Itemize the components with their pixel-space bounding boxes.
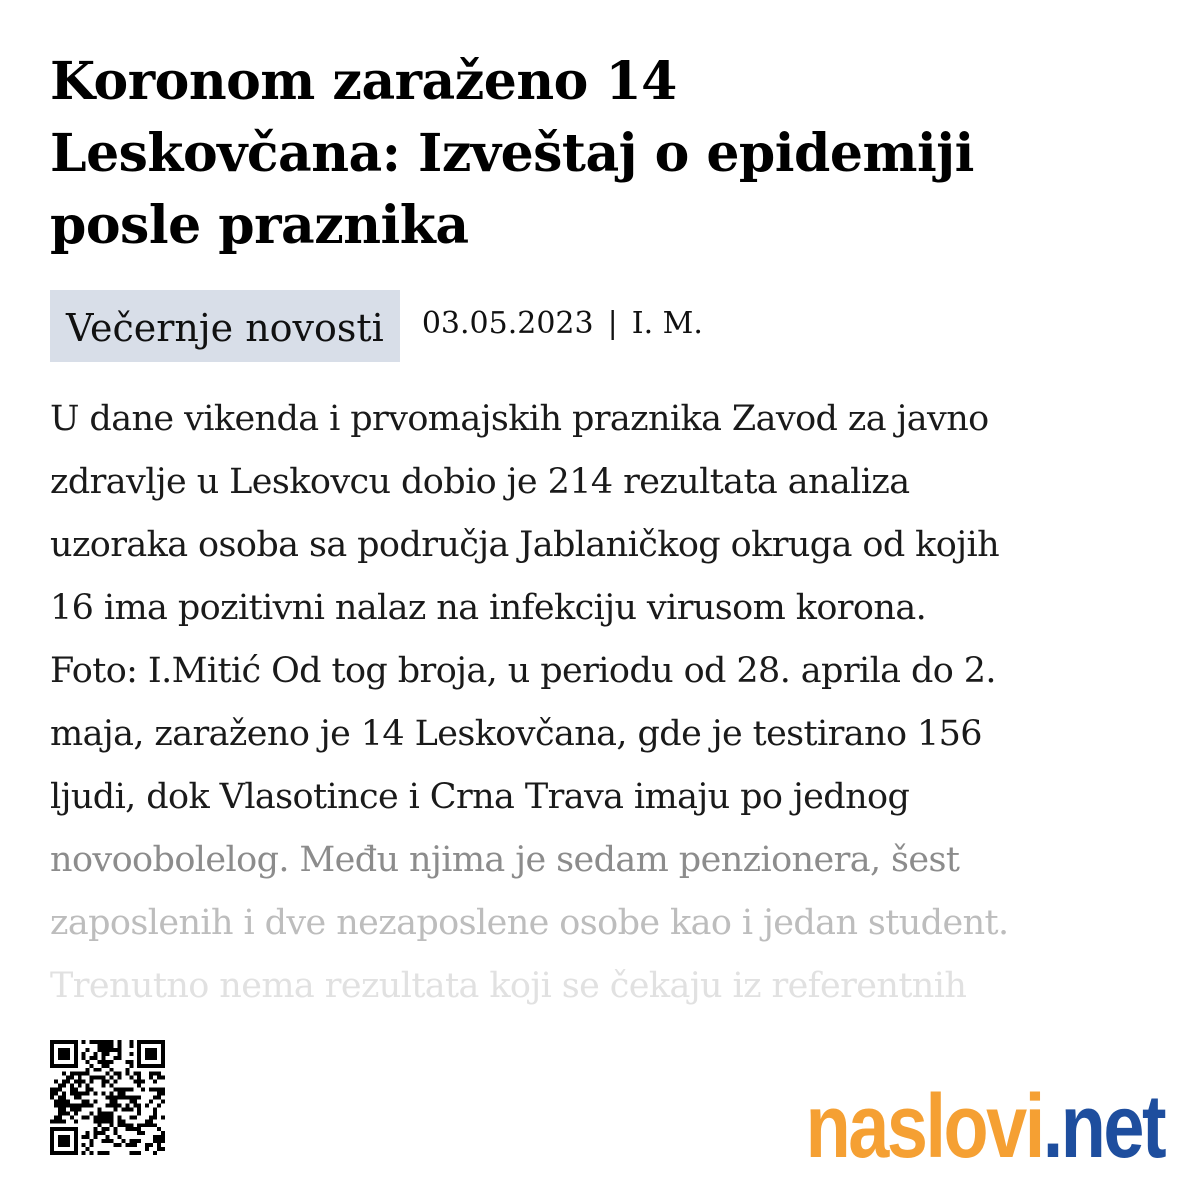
- article-headline: [50, 46, 1160, 262]
- body-line: ljudi, dok Vlasotince i Crna Trava imaju po jednog: [50, 777, 910, 817]
- naslovi-logo[interactable]: [805, 1062, 1164, 1177]
- body-line: 16 ima pozitivni nalaz na infekciju virusom korona.: [50, 588, 927, 628]
- body-line: Trenutno nema rezultata koji se čekaju iz referentnih: [50, 966, 967, 1006]
- publish-date: 03.05.2023: [421, 306, 594, 341]
- body-line: uzoraka osoba sa područja Jablaničkog okruga od kojih: [50, 525, 1000, 565]
- source-badge[interactable]: Večernje novosti: [50, 290, 400, 362]
- qr-code-icon[interactable]: [50, 1040, 165, 1155]
- meta-info: [422, 304, 703, 344]
- logo-text-primary: naslovi: [805, 1077, 1043, 1177]
- logo-text-secondary: .net: [1042, 1077, 1164, 1177]
- body-line: U dane vikenda i prvomajskih praznika Zavod za javno: [50, 399, 989, 439]
- article-body: [50, 388, 1155, 1010]
- body-line: zdravlje u Leskovcu dobio je 214 rezultata analiza: [50, 462, 910, 502]
- body-line: Foto: I.Mitić Od tog broja, u periodu od 28. aprila do 2.: [50, 651, 996, 691]
- headline-line: Koronom zaraženo 14: [50, 51, 677, 112]
- headline-line: Leskovčana: Izveštaj o epidemiji: [50, 123, 974, 184]
- body-line: maja, zaraženo je 14 Leskovčana, gde je testirano 156: [50, 714, 982, 754]
- headline-line: posle praznika: [50, 195, 469, 256]
- meta-separator: |: [607, 306, 618, 341]
- author-name: I. M.: [631, 306, 703, 341]
- body-line: novoobolelog. Među njima je sedam penzionera, šest: [50, 840, 960, 880]
- body-line: zaposlenih i dve nezaposlene osobe kao i jedan student.: [50, 903, 1009, 943]
- article-meta: [50, 290, 703, 362]
